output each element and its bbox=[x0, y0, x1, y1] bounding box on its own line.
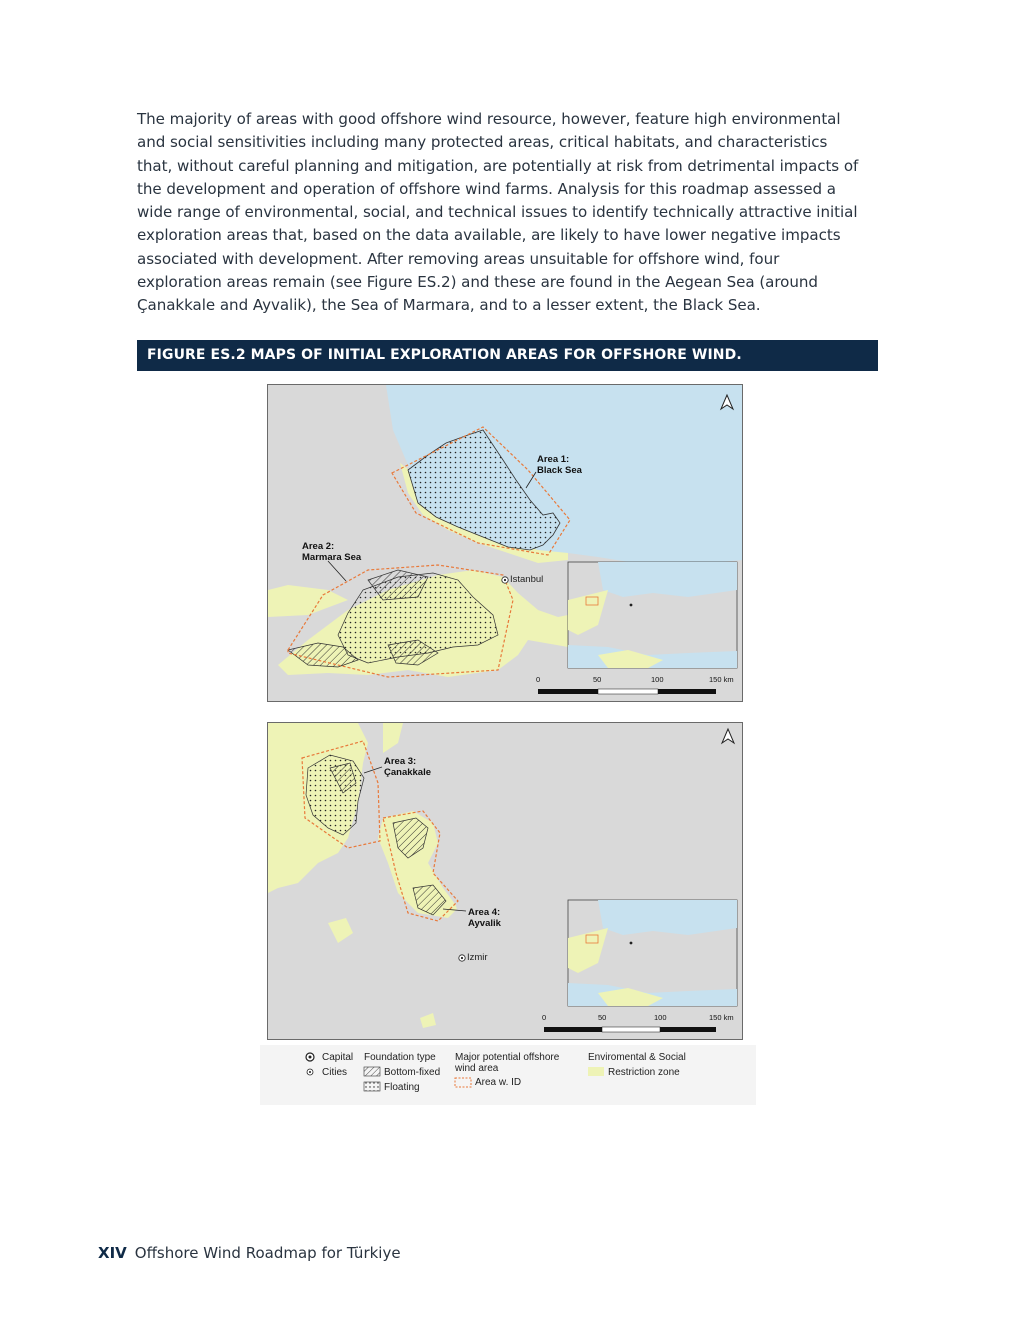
legend-restriction: Restriction zone bbox=[608, 1067, 680, 1078]
page-number: XIV bbox=[98, 1244, 127, 1262]
legend-area-id: Area w. ID bbox=[475, 1077, 522, 1088]
legend-env-title: Enviromental & Social bbox=[588, 1052, 686, 1063]
map-legend bbox=[260, 1045, 756, 1105]
scale-50: 50 bbox=[593, 675, 602, 684]
legend-major-title-2: wind area bbox=[455, 1063, 499, 1074]
bottom-fixed-icon bbox=[364, 1067, 380, 1076]
area4-label: Area 4: Ayvalik bbox=[468, 907, 501, 929]
area2-label: Area 2: Marmara Sea bbox=[302, 541, 362, 563]
legend-foundation-title: Foundation type bbox=[364, 1052, 436, 1063]
scale-50: 50 bbox=[598, 1013, 607, 1022]
body-paragraph: The majority of areas with good offshore wind resource, however, feature high environmental and social sensitivities including many protected areas, critical habitats, and characteristics that, without careful planning and mitigation, are potentially at risk from detrimental impacts of the development and operation of offshore wind farms. Analysis for this roadmap assessed a wide range of environmental, social, and technical issues to identify technically attractive initial exploration areas that, based on the data available, are likely to have lower negative impacts associated with development. After removing areas unsuitable for offshore wind, four exploration areas remain (see Figure ES.2) and these are found in the Aegean Sea (around Çanakkale and Ayvalik), the Sea of Marmara, and to a lesser extent, the Black Sea. bbox=[137, 110, 859, 315]
scale-0: 0 bbox=[542, 1013, 547, 1022]
legend-cities: Cities bbox=[322, 1067, 348, 1078]
legend-major-title-1: Major potential offshore bbox=[455, 1052, 560, 1063]
scale-100: 100 bbox=[654, 1013, 667, 1022]
floating-icon bbox=[364, 1082, 380, 1091]
scale-150: 150 km bbox=[709, 1013, 734, 1022]
area1-label: Area 1: Black Sea bbox=[537, 454, 582, 476]
map2-graphic bbox=[268, 723, 743, 1040]
scale-0: 0 bbox=[536, 675, 541, 684]
restriction-zone-icon bbox=[588, 1067, 604, 1076]
scale-150: 150 km bbox=[709, 675, 734, 684]
scale-100: 100 bbox=[651, 675, 664, 684]
document-title: Offshore Wind Roadmap for Türkiye bbox=[134, 1244, 401, 1262]
map-black-sea-marmara bbox=[267, 384, 743, 702]
figure-title: FIGURE ES.2 MAPS OF INITIAL EXPLORATION AREAS FOR OFFSHORE WIND. bbox=[137, 340, 878, 371]
map-aegean bbox=[267, 722, 743, 1040]
area3-label: Area 3: Çanakkale bbox=[384, 756, 432, 778]
city-label-istanbul: Istanbul bbox=[510, 574, 544, 585]
city-label-izmir: Izmir bbox=[467, 952, 488, 963]
area-id-icon bbox=[455, 1078, 471, 1087]
legend-capital: Capital bbox=[322, 1052, 354, 1063]
legend-floating: Floating bbox=[384, 1082, 420, 1093]
page-footer bbox=[98, 1244, 401, 1262]
legend-bottom-fixed: Bottom-fixed bbox=[384, 1067, 441, 1078]
